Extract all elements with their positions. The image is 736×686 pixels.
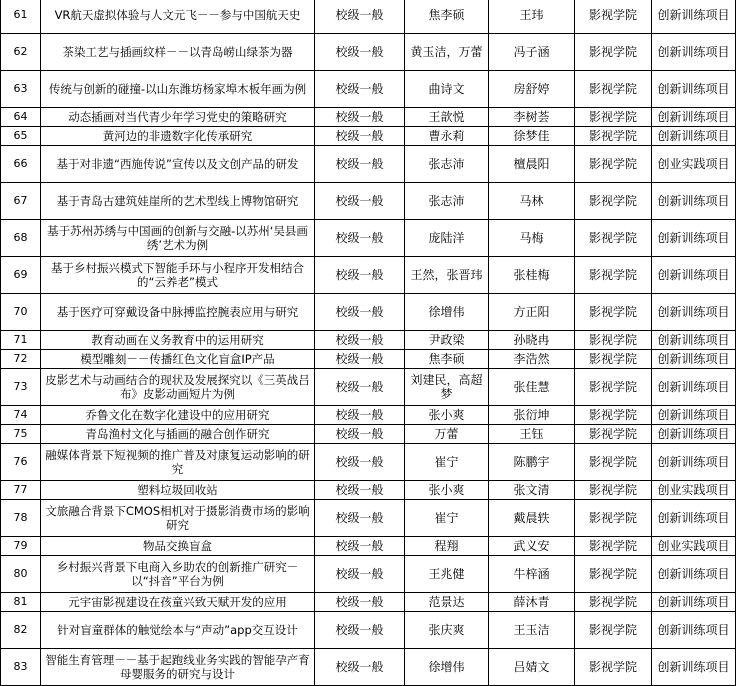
row-number-cell: 81 — [1, 593, 41, 612]
project-title-cell: 动态插画对当代青少年学习党史的策略研究 — [41, 108, 315, 127]
advisor-cell: 陈鹏宇 — [489, 444, 575, 481]
row-number-cell: 73 — [1, 369, 41, 406]
project-leader-cell: 刘建民，高超梦 — [405, 369, 489, 406]
college-cell: 影视学院 — [575, 444, 652, 481]
college-cell: 影视学院 — [575, 350, 652, 369]
project-title-cell: 基于医疗可穿戴设备中脉搏监控腕表应用与研究 — [41, 294, 315, 331]
project-level-cell: 校级一般 — [315, 0, 405, 34]
row-number-cell: 77 — [1, 481, 41, 500]
project-type-cell: 创新训练项目 — [652, 612, 736, 649]
college-cell: 影视学院 — [575, 331, 652, 350]
college-cell: 影视学院 — [575, 220, 652, 257]
college-cell: 影视学院 — [575, 649, 652, 686]
row-number-cell: 62 — [1, 34, 41, 71]
row-number-cell: 78 — [1, 500, 41, 537]
row-number-cell: 71 — [1, 331, 41, 350]
advisor-cell: 冯子涵 — [489, 34, 575, 71]
row-number-cell: 79 — [1, 537, 41, 556]
row-number-cell: 74 — [1, 406, 41, 425]
project-type-cell: 创新训练项目 — [652, 556, 736, 593]
project-title-cell: 基于乡村振兴模式下智能手环与小程序开发相结合的“云养老”模式 — [41, 257, 315, 294]
table-row — [1, 537, 736, 556]
college-cell: 影视学院 — [575, 556, 652, 593]
college-cell: 影视学院 — [575, 34, 652, 71]
project-title-cell: 传统与创新的碰撞-以山东潍坊杨家埠木板年画为例 — [41, 71, 315, 108]
college-cell: 影视学院 — [575, 108, 652, 127]
advisor-cell: 马林 — [489, 183, 575, 220]
project-leader-cell: 徐增伟 — [405, 294, 489, 331]
advisor-cell: 马梅 — [489, 220, 575, 257]
project-leader-cell: 崔宁 — [405, 444, 489, 481]
project-level-cell: 校级一般 — [315, 350, 405, 369]
college-cell: 影视学院 — [575, 257, 652, 294]
project-type-cell: 创新训练项目 — [652, 649, 736, 686]
project-level-cell: 校级一般 — [315, 183, 405, 220]
row-number-cell: 63 — [1, 71, 41, 108]
project-type-cell: 创新训练项目 — [652, 183, 736, 220]
project-level-cell: 校级一般 — [315, 500, 405, 537]
project-title-cell: 青岛渔村文化与插画的融合创作研究 — [41, 425, 315, 444]
project-type-cell: 创业实践项目 — [652, 537, 736, 556]
row-number-cell: 76 — [1, 444, 41, 481]
project-level-cell: 校级一般 — [315, 406, 405, 425]
project-type-cell: 创新训练项目 — [652, 425, 736, 444]
project-title-cell: 模型雕刻－－传播红色文化盲盒IP产品 — [41, 350, 315, 369]
advisor-cell: 武义安 — [489, 537, 575, 556]
project-leader-cell: 张小爽 — [405, 481, 489, 500]
advisor-cell: 吕婧文 — [489, 649, 575, 686]
project-title-cell: 茶染工艺与插画纹样－－以青岛崂山绿茶为器 — [41, 34, 315, 71]
project-title-cell: 教育动画在义务教育中的运用研究 — [41, 331, 315, 350]
project-level-cell: 校级一般 — [315, 257, 405, 294]
project-leader-cell: 张志沛 — [405, 146, 489, 183]
project-title-cell: 乡村振兴背景下电商入乡助农的创新推广研究－以“抖音”平台为例 — [41, 556, 315, 593]
project-type-cell: 创新训练项目 — [652, 71, 736, 108]
project-type-cell: 创新训练项目 — [652, 220, 736, 257]
advisor-cell: 李树荟 — [489, 108, 575, 127]
project-leader-cell: 王然，张晋玮 — [405, 257, 489, 294]
project-title-cell: 黄河边的非遗数字化传承研究 — [41, 127, 315, 146]
row-number-cell: 72 — [1, 350, 41, 369]
advisor-cell: 徐梦佳 — [489, 127, 575, 146]
table-row — [1, 71, 736, 108]
college-cell: 影视学院 — [575, 71, 652, 108]
advisor-cell: 牛梓涵 — [489, 556, 575, 593]
advisor-cell: 王玉洁 — [489, 612, 575, 649]
project-level-cell: 校级一般 — [315, 369, 405, 406]
project-level-cell: 校级一般 — [315, 649, 405, 686]
project-title-cell: 皮影艺术与动画结合的现状及发展探究以《三英战吕布》皮影动画短片为例 — [41, 369, 315, 406]
project-type-cell: 创新训练项目 — [652, 294, 736, 331]
table-row — [1, 350, 736, 369]
college-cell: 影视学院 — [575, 537, 652, 556]
table-row — [1, 127, 736, 146]
project-leader-cell: 黄玉洁，万蕾 — [405, 34, 489, 71]
project-type-cell: 创新训练项目 — [652, 108, 736, 127]
project-title-cell: 基于青岛古建筑娃崖所的艺术型线上博物馆研究 — [41, 183, 315, 220]
table-row — [1, 146, 736, 183]
project-leader-cell: 王歆悦 — [405, 108, 489, 127]
advisor-cell: 张文清 — [489, 481, 575, 500]
project-level-cell: 校级一般 — [315, 127, 405, 146]
project-type-cell: 创新训练项目 — [652, 369, 736, 406]
project-type-cell: 创新训练项目 — [652, 350, 736, 369]
advisor-cell: 张衍坤 — [489, 406, 575, 425]
project-leader-cell: 程翔 — [405, 537, 489, 556]
table-row — [1, 649, 736, 686]
college-cell: 影视学院 — [575, 183, 652, 220]
project-leader-cell: 徐增伟 — [405, 649, 489, 686]
project-level-cell: 校级一般 — [315, 444, 405, 481]
row-number-cell: 64 — [1, 108, 41, 127]
project-level-cell: 校级一般 — [315, 108, 405, 127]
advisor-cell: 檀晨阳 — [489, 146, 575, 183]
advisor-cell: 李浩然 — [489, 350, 575, 369]
project-type-cell: 创新训练项目 — [652, 500, 736, 537]
project-leader-cell: 范景达 — [405, 593, 489, 612]
project-type-cell: 创新训练项目 — [652, 331, 736, 350]
advisor-cell: 方正阳 — [489, 294, 575, 331]
project-leader-cell: 曹永莉 — [405, 127, 489, 146]
college-cell: 影视学院 — [575, 612, 652, 649]
project-leader-cell: 庞陆洋 — [405, 220, 489, 257]
advisor-cell: 戴晨轶 — [489, 500, 575, 537]
table-row — [1, 593, 736, 612]
college-cell: 影视学院 — [575, 593, 652, 612]
college-cell: 影视学院 — [575, 425, 652, 444]
table-row — [1, 257, 736, 294]
row-number-cell: 69 — [1, 257, 41, 294]
project-title-cell: 元宇宙影视建设在孩童兴致天赋开发的应用 — [41, 593, 315, 612]
college-cell: 影视学院 — [575, 369, 652, 406]
project-type-cell: 创新训练项目 — [652, 406, 736, 425]
advisor-cell: 薛沐青 — [489, 593, 575, 612]
row-number-cell: 67 — [1, 183, 41, 220]
project-type-cell: 创新训练项目 — [652, 0, 736, 34]
table-row — [1, 612, 736, 649]
college-cell: 影视学院 — [575, 127, 652, 146]
project-title-cell: 基于对非遗“西施传说”宣传以及文创产品的研发 — [41, 146, 315, 183]
project-title-cell: 文旅融合背景下CMOS相机对于摄影消费市场的影响研究 — [41, 500, 315, 537]
project-type-cell: 创业实践项目 — [652, 481, 736, 500]
project-level-cell: 校级一般 — [315, 34, 405, 71]
college-cell: 影视学院 — [575, 0, 652, 34]
project-level-cell: 校级一般 — [315, 593, 405, 612]
table-row — [1, 425, 736, 444]
project-title-cell: 融媒体背景下短视频的推广普及对康复运动影响的研究 — [41, 444, 315, 481]
project-title-cell: VR航天虚拟体验与人文元飞－－参与中国航天史 — [41, 0, 315, 34]
row-number-cell: 66 — [1, 146, 41, 183]
project-level-cell: 校级一般 — [315, 146, 405, 183]
table-row — [1, 220, 736, 257]
advisor-cell: 张佳慧 — [489, 369, 575, 406]
project-type-cell: 创新训练项目 — [652, 257, 736, 294]
row-number-cell: 75 — [1, 425, 41, 444]
table-row — [1, 108, 736, 127]
college-cell: 影视学院 — [575, 146, 652, 183]
project-level-cell: 校级一般 — [315, 612, 405, 649]
row-number-cell: 65 — [1, 127, 41, 146]
table-row — [1, 369, 736, 406]
project-title-cell: 智能生育管理－－基于起跑线业务实践的智能孕产育母婴服务的研究与设计 — [41, 649, 315, 686]
college-cell: 影视学院 — [575, 294, 652, 331]
project-leader-cell: 万蕾 — [405, 425, 489, 444]
table-row — [1, 331, 736, 350]
project-type-cell: 创新训练项目 — [652, 34, 736, 71]
advisor-cell: 房舒婷 — [489, 71, 575, 108]
project-level-cell: 校级一般 — [315, 71, 405, 108]
project-title-cell: 针对盲童群体的触觉绘本与“声动”app交互设计 — [41, 612, 315, 649]
project-leader-cell: 王兆健 — [405, 556, 489, 593]
table-row — [1, 294, 736, 331]
table-row — [1, 500, 736, 537]
table-row — [1, 0, 736, 34]
row-number-cell: 80 — [1, 556, 41, 593]
table-row — [1, 556, 736, 593]
project-type-cell: 创业实践项目 — [652, 146, 736, 183]
row-number-cell: 68 — [1, 220, 41, 257]
table-row — [1, 406, 736, 425]
row-number-cell: 82 — [1, 612, 41, 649]
table-row — [1, 444, 736, 481]
college-cell: 影视学院 — [575, 406, 652, 425]
project-level-cell: 校级一般 — [315, 481, 405, 500]
project-leader-cell: 崔宁 — [405, 500, 489, 537]
project-title-cell: 乔鲁文化在数字化建设中的应用研究 — [41, 406, 315, 425]
advisor-cell: 孙晓冉 — [489, 331, 575, 350]
project-level-cell: 校级一般 — [315, 331, 405, 350]
project-leader-cell: 焦李硕 — [405, 350, 489, 369]
project-title-cell: 塑料垃圾回收站 — [41, 481, 315, 500]
college-cell: 影视学院 — [575, 481, 652, 500]
project-leader-cell: 焦李硕 — [405, 0, 489, 34]
college-cell: 影视学院 — [575, 500, 652, 537]
project-title-cell: 基于苏州苏绣与中国画的创新与交融-以苏州‘吴县画绣’艺术为例 — [41, 220, 315, 257]
project-leader-cell: 曲诗文 — [405, 71, 489, 108]
project-leader-cell: 张庆爽 — [405, 612, 489, 649]
project-type-cell: 创新训练项目 — [652, 593, 736, 612]
project-type-cell: 创新训练项目 — [652, 444, 736, 481]
advisor-cell: 王钰 — [489, 425, 575, 444]
table-row — [1, 34, 736, 71]
row-number-cell: 83 — [1, 649, 41, 686]
project-leader-cell: 张志沛 — [405, 183, 489, 220]
project-title-cell: 物品交换盲盒 — [41, 537, 315, 556]
project-level-cell: 校级一般 — [315, 294, 405, 331]
project-level-cell: 校级一般 — [315, 556, 405, 593]
project-level-cell: 校级一般 — [315, 537, 405, 556]
row-number-cell: 70 — [1, 294, 41, 331]
project-leader-cell: 张小爽 — [405, 406, 489, 425]
row-number-cell: 61 — [1, 0, 41, 34]
table-row — [1, 183, 736, 220]
advisor-cell: 王玮 — [489, 0, 575, 34]
project-level-cell: 校级一般 — [315, 425, 405, 444]
project-leader-cell: 尹政梁 — [405, 331, 489, 350]
table-row — [1, 481, 736, 500]
project-level-cell: 校级一般 — [315, 220, 405, 257]
project-type-cell: 创新训练项目 — [652, 127, 736, 146]
advisor-cell: 张桂梅 — [489, 257, 575, 294]
